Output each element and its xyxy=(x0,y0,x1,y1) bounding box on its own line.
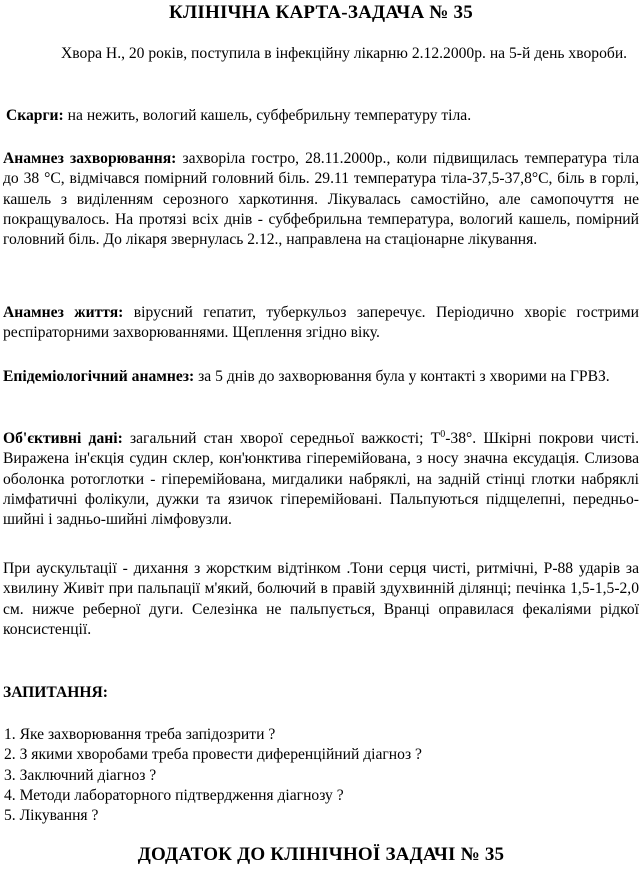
anamnesis-disease-text: захворіла гостро, 28.11.2000р., коли підвищилась температура тіла до 38 °С, відмічався помірний головний біль. 29.11 температура тіла-37,5-37,8°С, біль в горлі, кашель з виділенням серозного харкотиння. Лікувалась самостійно, але самопочуття не покращувалось. На протязі всіх днів - субфебрильна температура, вологий кашель, помірний головний біль. До лікаря звернулась 2.12., направлена на стаціонарне лікування. xyxy=(3,150,639,249)
question-item: 5. Лікування ? xyxy=(4,807,99,825)
appendix-title: ДОДАТОК ДО КЛІНІЧНОЇ ЗАДАЧІ № 35 xyxy=(137,844,505,865)
auscultation-paragraph: При аускультації - дихання з жорстким відтінком .Тони серця чисті, ритмічні, Р-88 ударів за хвилину Живіт при пальпації м'який, болючий в правій здухвинній ділянці; печінка 1,5-1,5-2,0 см. нижче реберної дуги. Селезінка не пальпується, Вранці оправилася фекаліями рідкої консистенції. xyxy=(3,560,639,638)
objective-text-after: -38°. Шкірні покрови чисті. Виражена ін'єкція судин склер, кон'юнктива гіперемійована, з носу значна ексудація. Слизова оболонка ротоглотки - гіперемійована, мигдалики набряклі, на задній стінці глотки набряклі лімфатичні фолікули, дужки та язичок гіперемійовані. Пальпуються підщелепні, передньо-шийні і задньо-шийні лімфовузли. xyxy=(3,430,640,529)
anamnesis-life-text: вірусний гепатит, туберкульоз заперечує. Періодично хворіє гострими респіраторними захворюваннями. Щеплення згідно віку. xyxy=(3,304,639,342)
objective-text-before: загальний стан хворої середньої важкості; Т xyxy=(122,430,441,447)
epidemiology-text: за 5 днів до захворювання була у контакті з хворими на ГРВЗ. xyxy=(194,368,610,385)
anamnesis-disease-label: Анамнез захворювання: xyxy=(3,150,177,167)
question-item: 3. Заключний діагноз ? xyxy=(4,766,157,784)
objective-paragraph xyxy=(3,429,639,530)
questions-heading: ЗАПИТАННЯ: xyxy=(3,684,108,701)
epidemiology-paragraph xyxy=(3,367,639,387)
temperature-superscript: 0 xyxy=(440,429,446,440)
anamnesis-life-paragraph xyxy=(3,303,639,344)
anamnesis-life-label: Анамнез життя: xyxy=(3,304,124,321)
epidemiology-label: Епідеміологічний анамнез: xyxy=(3,368,195,385)
complaints-paragraph xyxy=(6,106,639,126)
anamnesis-disease-paragraph xyxy=(3,149,639,250)
questions-list xyxy=(4,725,640,826)
question-item: 4. Методи лабораторного підтвердження діагнозу ? xyxy=(4,786,344,804)
page-title: КЛІНІЧНА КАРТА-ЗАДАЧА № 35 xyxy=(169,2,473,23)
question-item: 1. Яке захворювання треба запідозрити ? xyxy=(4,726,276,743)
question-item: 2. З якими хворобами треба провести диференційний діагноз ? xyxy=(4,746,422,764)
complaints-text: на нежить, вологий кашель, субфебрильну температуру тіла. xyxy=(63,107,472,124)
intro-paragraph: Хвора Н., 20 років, поступила в інфекційну лікарню 2.12.2000р. на 5-й день хвороби. xyxy=(61,45,628,62)
objective-label: Об'єктивні дані: xyxy=(3,430,123,447)
complaints-label: Скарги: xyxy=(6,107,64,124)
